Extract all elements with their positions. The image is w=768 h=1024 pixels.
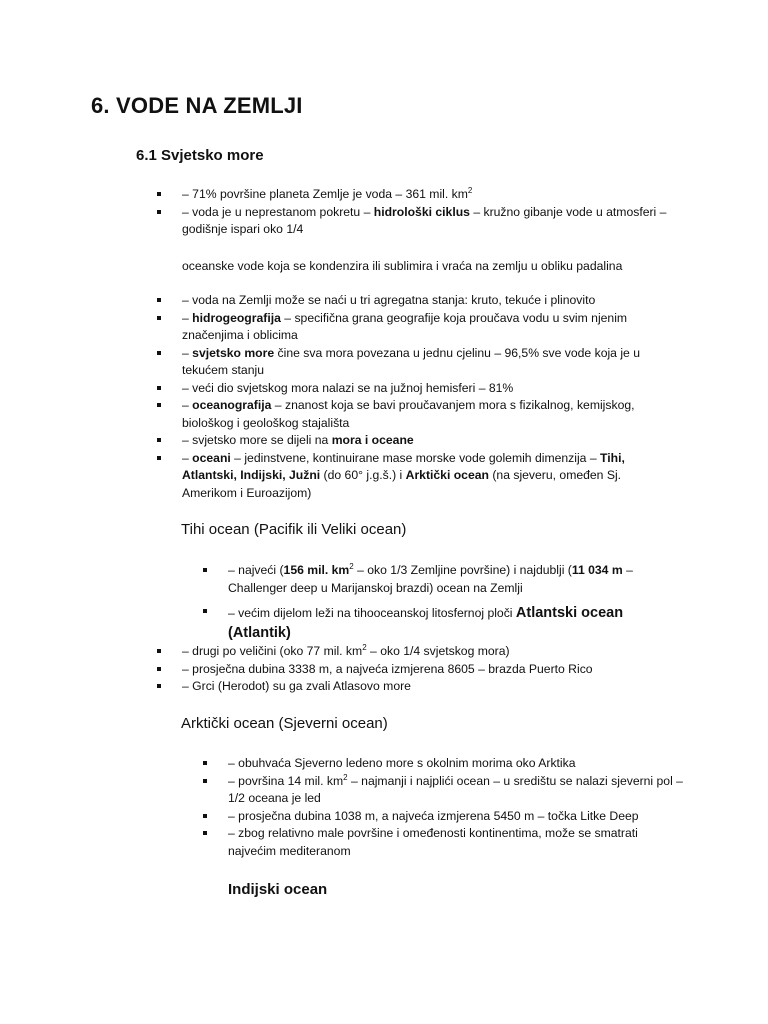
list-item: – prosječna dubina 3338 m, a najveća izmjerena 8605 – brazda Puerto Rico — [157, 661, 677, 679]
list-item: – većim dijelom leži na tihooceanskoj litosfernoj ploči Atlantski ocean (Atlantik) — [203, 603, 683, 643]
list-item: – zbog relativno male površine i omeđenosti kontinentima, može se smatrati najvećim mediteranom — [203, 825, 683, 860]
list-item: – 71% površine planeta Zemlje je voda – 361 mil. $km^2$ — [157, 186, 677, 204]
pacific-heading: Tihi ocean (Pacifik ili Veliki ocean) — [181, 521, 407, 538]
arctic-list — [203, 755, 683, 860]
list-item: – svjetsko more čine sva mora povezana u jednu cjelinu – 96,5% sve vode koja je u tekućem stanju — [157, 345, 677, 380]
ocean-list — [157, 292, 677, 502]
indian-heading: Indijski ocean — [228, 881, 328, 898]
list-item: – voda na Zemlji može se naći u tri agregatna stanja: kruto, tekuće i plinovito — [157, 292, 677, 310]
pacific-list — [203, 562, 683, 643]
list-item: – oceani – jedinstvene, kontinuirane mase morske vode golemih dimenzija – Tihi, Atlantski, Indijski, Južni (do 60° j.g.š.) i Arktički ocean (na sjeveru, omeđen Sj. Amerikom i Euroazijom) — [157, 450, 677, 503]
arctic-heading: Arktički ocean (Sjeverni ocean) — [181, 715, 388, 732]
section-heading: 6.1 Svjetsko more — [136, 147, 264, 164]
list-item: – veći dio svjetskog mora nalazi se na južnoj hemisferi – 81% — [157, 380, 677, 398]
list-item: – Grci (Herodot) su ga zvali Atlasovo more — [157, 678, 677, 696]
intro-list — [157, 186, 677, 239]
chapter-heading: 6. VODE NA ZEMLJI — [91, 93, 303, 118]
list-item: – obuhvaća Sjeverno ledeno more s okolnim morima oko Arktika — [203, 755, 683, 773]
list-item: – svjetsko more se dijeli na mora i oceane — [157, 432, 677, 450]
list-item: – prosječna dubina 1038 m, a najveća izmjerena 5450 m – točka Litke Deep — [203, 808, 683, 826]
list-item: – voda je u neprestanom pokretu – hidrološki ciklus – kružno gibanje vode u atmosferi – godišnje ispari oko 1/4 — [157, 204, 677, 239]
paragraph: oceanske vode koja se kondenzira ili sublimira i vraća na zemlju u obliku padalina — [182, 259, 623, 273]
atlantic-list — [157, 643, 677, 696]
list-item: – najveći (156 mil. $km^2$ – oko 1/3 Zemljine površine) i najdublji (11 034 m – Challenger deep u Marijanskoj brazdi) ocean na Zemlji — [203, 562, 683, 597]
list-item: – površina 14 mil. $km^2$ – najmanji i najplići ocean – u središtu se nalazi sjeverni pol – 1/2 oceana je led — [203, 773, 683, 808]
list-item: – oceanografija – znanost koja se bavi proučavanjem mora s fizikalnog, kemijskog, biološkog i geološkog stajališta — [157, 397, 677, 432]
list-item: – drugi po veličini (oko 77 mil. $km^2$ – oko 1/4 svjetskog mora) — [157, 643, 677, 661]
list-item: – hidrogeografija – specifična grana geografije koja proučava vodu u svim njenim značenjima i oblicima — [157, 310, 677, 345]
